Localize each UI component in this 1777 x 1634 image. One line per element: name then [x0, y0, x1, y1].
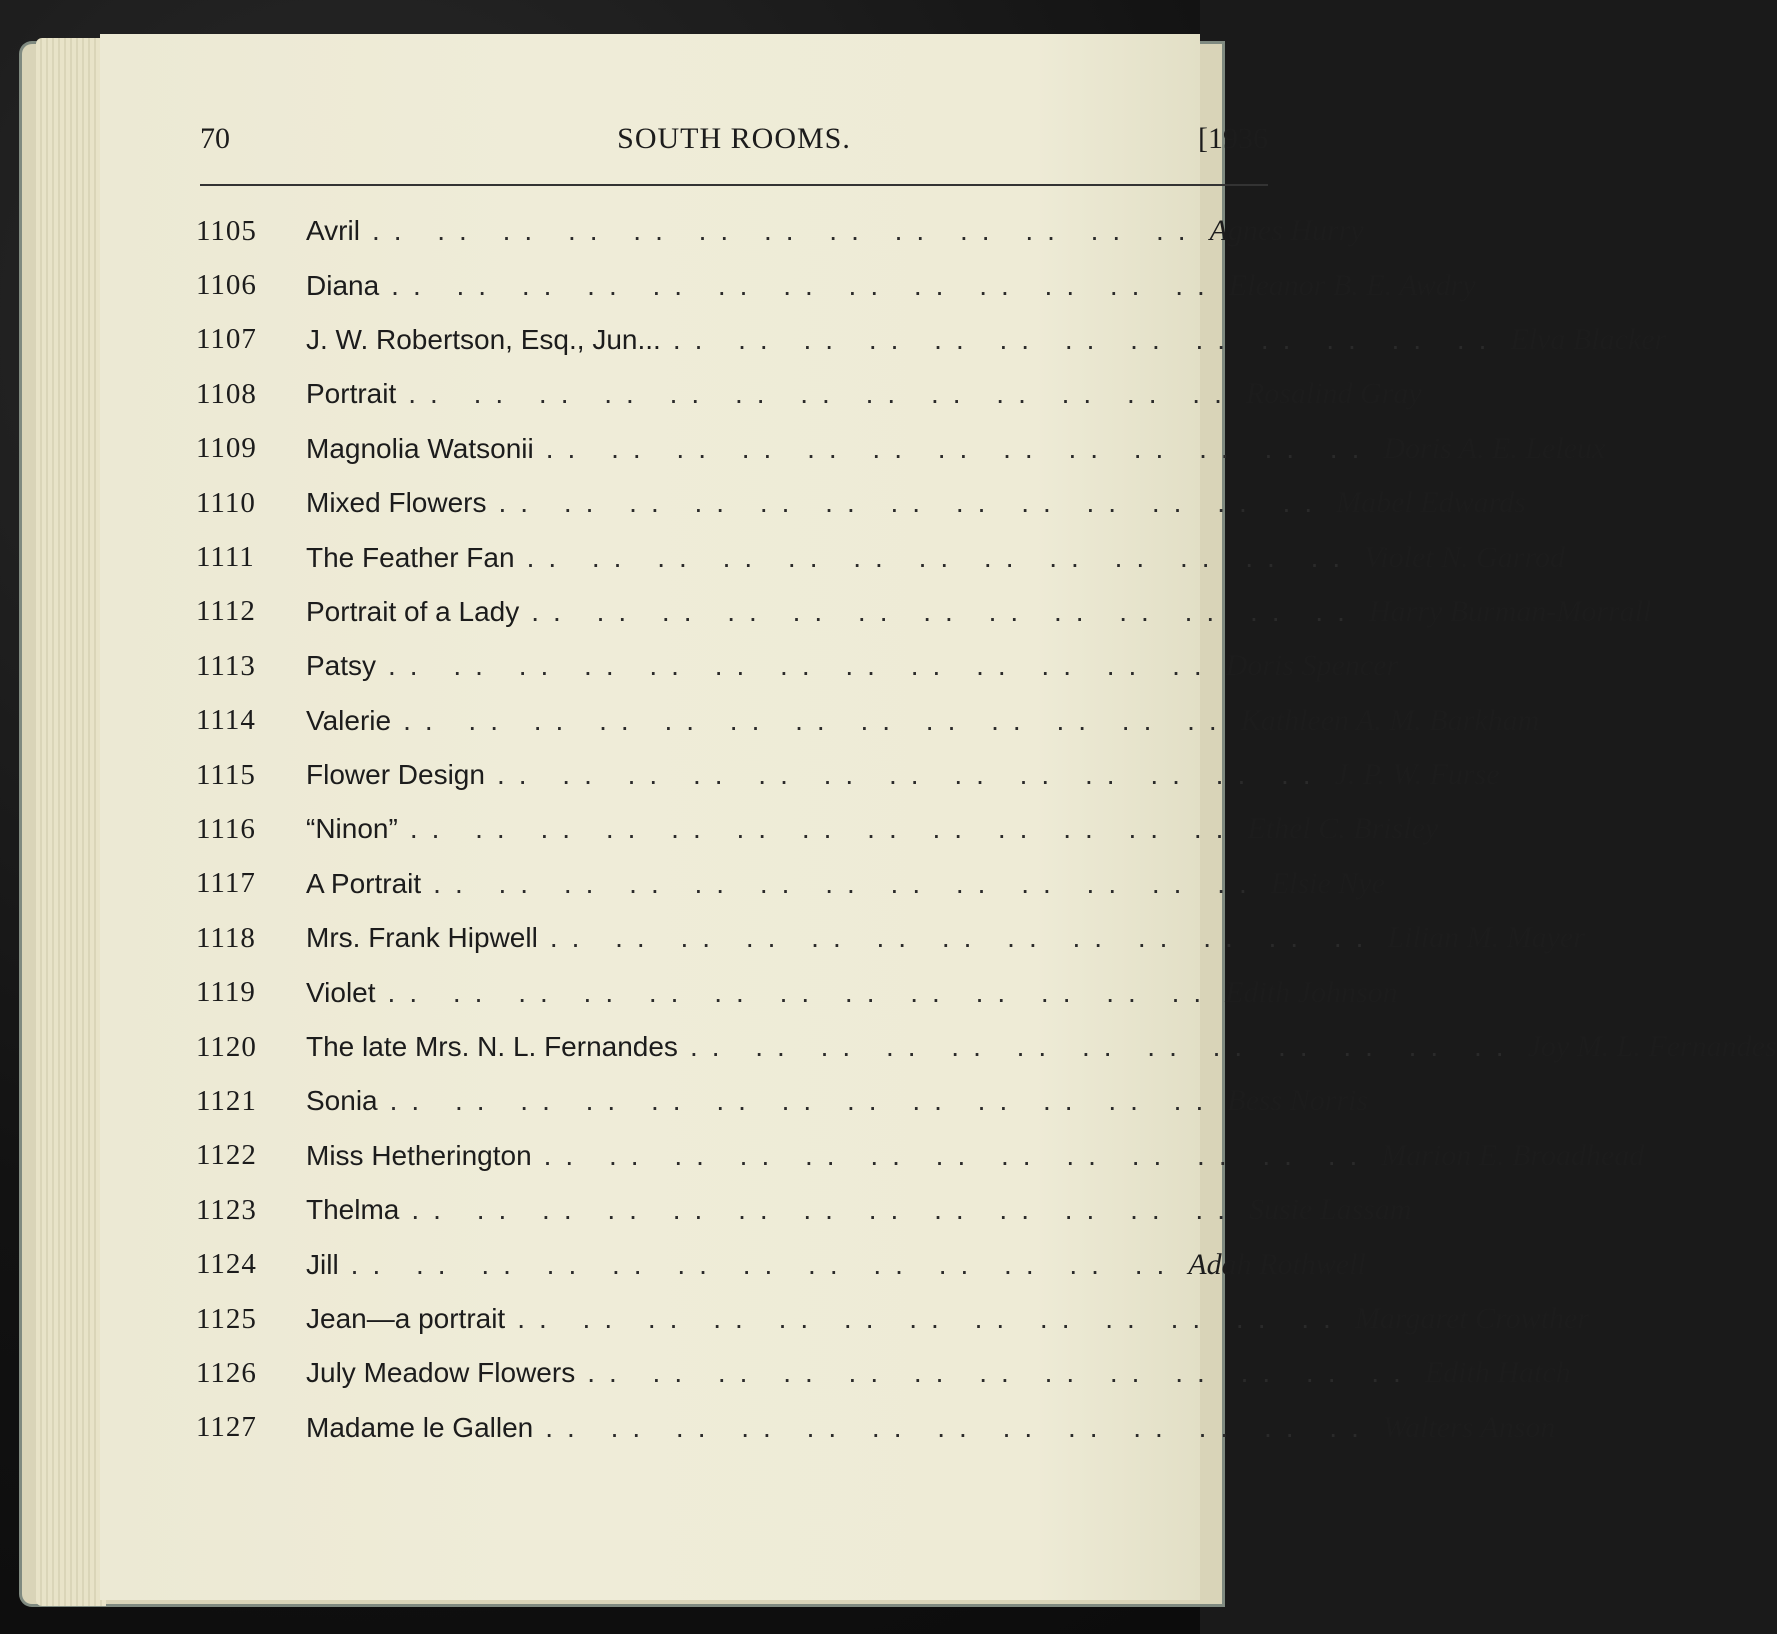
entry-number: 1117	[196, 867, 256, 900]
entry-title	[306, 595, 1359, 627]
dot-leader: .. .. .. .. .. .. .. .. .. .. .. .. ..	[411, 1194, 1239, 1226]
catalogue-entry	[196, 585, 1652, 639]
entry-number: 1123	[196, 1193, 257, 1226]
entry-number: 1105	[196, 214, 257, 247]
entry-title	[306, 432, 1374, 464]
entry-number: 1119	[196, 976, 256, 1009]
entry-title	[306, 815, 1237, 843]
entry-artist: Marion E. Broadhead	[1381, 1138, 1645, 1172]
dot-leader: .. .. .. .. .. .. .. .. .. .. .. .. ..	[498, 487, 1327, 519]
entry-artist: Harry Burman-Morrall	[1368, 594, 1652, 628]
entry-title-text: Sonia	[306, 1085, 378, 1117]
entry-artist: Bess Norris	[1227, 1084, 1369, 1118]
entry-title-text: Miss Hetherington	[306, 1139, 532, 1171]
entry-artist: Joy M. L. Fernandes	[1527, 1030, 1777, 1064]
entry-artist: Elsie Nye	[1270, 866, 1385, 900]
catalogue-entry	[196, 802, 1439, 856]
entry-artist: Margaret Crowther	[1354, 1302, 1590, 1335]
entry-number: 1116	[196, 812, 256, 845]
entry-artist: Ethel C. Brisley	[1247, 812, 1439, 846]
dot-leader: .. .. .. .. .. .. .. .. .. .. .. .. ..	[587, 1357, 1415, 1389]
page-edges	[36, 38, 106, 1606]
entry-title-text: A Portrait	[306, 867, 422, 899]
entry-title-text: Violet	[306, 976, 376, 1008]
entry-number: 1121	[196, 1084, 257, 1117]
entry-title	[306, 924, 1377, 952]
catalogue-entry	[196, 1129, 1645, 1183]
entry-artist: Kathleen A. M. Barkham	[1240, 703, 1540, 737]
dot-leader: .. .. .. .. .. .. .. .. .. .. .. .. ..	[389, 1085, 1218, 1117]
entry-artist: Lilian M. Mayer	[1387, 921, 1585, 955]
catalogue-entry	[196, 1237, 1366, 1291]
dot-leader: .. .. .. .. .. .. .. .. .. .. .. .. ..	[545, 432, 1374, 464]
header-rule	[200, 184, 1268, 186]
catalogue-entry	[196, 476, 1526, 530]
entry-title-text: Jean—a portrait	[306, 1303, 506, 1334]
entry-number: 1109	[196, 432, 257, 465]
dot-leader: .. .. .. .. .. .. .. .. .. .. .. .. ..	[433, 867, 1261, 899]
dot-leader: .. .. .. .. .. .. .. .. .. .. .. .. ..	[387, 976, 1216, 1008]
entry-title-text: The Feather Fan	[306, 541, 515, 573]
entry-number: 1106	[196, 269, 257, 302]
entry-title-text: Patsy	[306, 650, 377, 682]
dot-leader: .. .. .. .. .. .. .. .. .. .. .. .. ..	[496, 759, 1325, 791]
entry-title	[306, 976, 1216, 1008]
dot-leader: .. .. .. .. .. .. .. .. .. .. .. .. ..	[672, 323, 1501, 355]
dot-leader: .. .. .. .. .. .. .. .. .. .. .. .. ..	[391, 269, 1219, 301]
entry-title-text: Avril	[306, 215, 360, 247]
entry-artist: Doris Spencer	[1225, 649, 1399, 683]
dot-leader: .. .. .. .. .. .. .. .. .. .. .. .. ..	[689, 1031, 1518, 1063]
dot-leader: .. .. .. .. .. .. .. .. .. .. .. .. ..	[403, 704, 1231, 736]
entry-artist: Adah Rothwell	[1188, 1247, 1366, 1281]
catalogue-entry	[196, 367, 1422, 421]
entry-number: 1127	[196, 1411, 257, 1444]
entry-title	[306, 1248, 1179, 1280]
entry-title-text: Flower Design	[306, 759, 485, 791]
entry-title	[306, 541, 1355, 573]
entry-title	[306, 704, 1231, 736]
catalogue-entry	[196, 911, 1585, 965]
entry-number: 1122	[196, 1139, 257, 1172]
entry-number: 1112	[196, 595, 256, 628]
entry-title-text: Valerie	[306, 704, 392, 736]
page-header	[200, 122, 1268, 172]
catalogue-entry	[196, 857, 1385, 911]
catalogue-list	[196, 204, 1777, 1455]
entry-number: 1115	[196, 758, 256, 791]
entry-number: 1126	[196, 1356, 257, 1389]
entry-artist: Violet N. Garrod	[1364, 540, 1566, 574]
catalogue-entry	[196, 204, 1364, 258]
entry-title	[306, 489, 1326, 517]
entry-number: 1111	[196, 541, 255, 574]
dot-leader: .. .. .. .. .. .. .. .. .. .. .. .. ..	[517, 1303, 1345, 1334]
dot-leader: .. .. .. .. .. .. .. .. .. .. .. .. ..	[409, 813, 1238, 845]
catalogue-entry	[196, 1401, 1556, 1455]
dot-leader: .. .. .. .. .. .. .. .. .. .. .. .. ..	[543, 1139, 1372, 1171]
catalogue-entry	[196, 258, 1476, 312]
entry-number: 1120	[196, 1030, 257, 1063]
dot-leader: .. .. .. .. .. .. .. .. .. .. .. .. ..	[549, 922, 1378, 954]
catalogue-entry	[196, 1346, 1571, 1400]
catalogue-entry	[196, 422, 1606, 476]
entry-artist: Doris A. E. Leleux	[1383, 431, 1606, 465]
catalogue-entry	[196, 694, 1540, 748]
dot-leader: .. .. .. .. .. .. .. .. .. .. .. .. ..	[545, 1411, 1373, 1443]
catalogue-entry	[196, 1020, 1777, 1074]
entry-title-text: Madame le Gallen	[306, 1411, 534, 1443]
entry-title	[306, 1305, 1345, 1333]
dot-leader: .. .. .. .. .. .. .. .. .. .. .. .. ..	[388, 650, 1216, 682]
catalogue-entry	[196, 313, 1667, 367]
entry-artist: Elva Blacker	[1510, 322, 1667, 356]
entry-title	[306, 1196, 1239, 1224]
entry-title	[306, 1139, 1372, 1171]
dot-leader: .. .. .. .. .. .. .. .. .. .. .. .. ..	[371, 215, 1200, 247]
entry-title-text: Magnolia Watsonii	[306, 432, 534, 464]
catalogue-entry	[196, 639, 1399, 693]
catalogue-entry	[196, 530, 1566, 584]
dot-leader: .. .. .. .. .. .. .. .. .. .. .. .. ..	[531, 595, 1359, 627]
entry-artist: Edith Johnson	[1225, 975, 1398, 1009]
entry-title	[306, 380, 1236, 408]
entry-title	[306, 269, 1219, 301]
catalogue-year: [1936	[1198, 122, 1268, 155]
entry-title-text: “Ninon”	[306, 813, 398, 845]
entry-title	[306, 323, 1501, 355]
catalogue-entry	[196, 1183, 1412, 1237]
entry-artist: Edith Hatch	[1424, 1356, 1571, 1390]
dot-leader: .. .. .. .. .. .. .. .. .. .. .. .. ..	[526, 541, 1355, 573]
entry-title-text: J. W. Robertson, Esq., Jun...	[306, 323, 661, 355]
entry-title-text: Thelma	[306, 1194, 400, 1226]
entry-number: 1114	[196, 704, 256, 737]
catalogue-entry	[196, 1074, 1369, 1128]
catalogue-entry	[196, 748, 1500, 802]
catalogue-entry	[196, 965, 1398, 1019]
section-title: SOUTH ROOMS.	[617, 122, 851, 155]
entry-artist: Susie Lassam	[1249, 1193, 1412, 1227]
entry-artist: Walters Anson	[1382, 1410, 1556, 1444]
entry-number: 1110	[196, 486, 256, 519]
entry-number: 1107	[196, 323, 257, 356]
entry-title	[306, 652, 1216, 680]
entry-title	[306, 867, 1261, 899]
entry-title	[306, 1087, 1217, 1115]
entry-artist: Mabel Edwards	[1336, 486, 1526, 520]
entry-artist: J. P. W. Furse	[1334, 758, 1500, 792]
page-number: 70	[200, 122, 230, 155]
entry-title-text: Mixed Flowers	[306, 487, 487, 519]
entry-title-text: Portrait of a Lady	[306, 595, 520, 627]
dot-leader: .. .. .. .. .. .. .. .. .. .. .. .. ..	[408, 378, 1236, 410]
entry-title-text: Mrs. Frank Hipwell	[306, 922, 538, 954]
entry-title	[306, 1033, 1518, 1061]
entry-number: 1125	[196, 1302, 257, 1335]
book-page	[100, 34, 1777, 1600]
entry-title	[306, 217, 1200, 245]
entry-title	[306, 1411, 1373, 1443]
entry-title-text: July Meadow Flowers	[306, 1357, 576, 1389]
entry-number: 1124	[196, 1248, 257, 1281]
entry-title-text: Diana	[306, 269, 380, 301]
entry-number: 1108	[196, 377, 257, 410]
dot-leader: .. .. .. .. .. .. .. .. .. .. .. .. ..	[350, 1248, 1179, 1280]
entry-artist: Rosalind Gray	[1245, 377, 1422, 411]
entry-title	[306, 761, 1325, 789]
entry-title-text: Portrait	[306, 378, 397, 410]
entry-artist: Eleanor B. E. Awdry	[1228, 268, 1476, 302]
entry-title-text: The late Mrs. N. L. Fernandes	[306, 1031, 678, 1063]
catalogue-entry	[196, 1292, 1590, 1346]
entry-title-text: Jill	[306, 1248, 339, 1280]
entry-title	[306, 1359, 1415, 1387]
entry-number: 1118	[196, 921, 256, 954]
entry-number: 1113	[196, 649, 256, 682]
entry-artist: Agnes Hurry	[1209, 214, 1364, 248]
